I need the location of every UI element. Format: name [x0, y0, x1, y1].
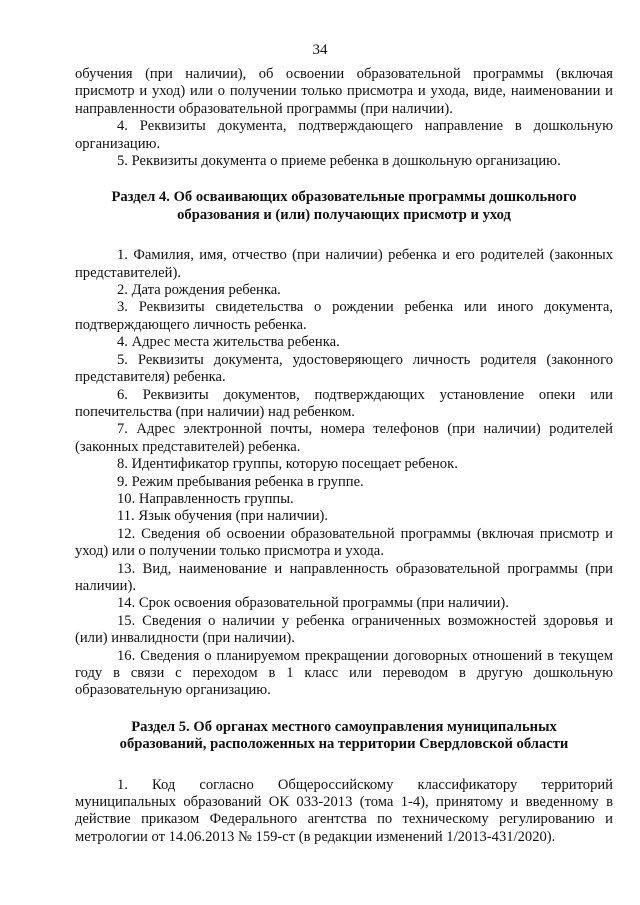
section-4-item: 2. Дата рождения ребенка. — [117, 282, 281, 299]
section-5-heading-line2: образований, расположенных на территории Свердловской области — [119, 736, 569, 753]
section-4-item: 10. Направленность группы. — [117, 490, 294, 507]
section-4-item: 7. Адрес электронной почты, номера телефонов (при наличии) родителей (законных представителей) ребенка. — [75, 421, 613, 455]
section-4-item: 12. Сведения об освоении образовательной программы (включая присмотр и уход) или о получении только присмотра и ухода. — [75, 525, 613, 560]
section-4-item: 5. Реквизиты документа, удостоверяющего личность родителя (законного представителя) ребенка. — [75, 351, 613, 386]
section-4-item: 6. Реквизиты документов, подтверждающих установление опеки или попечительства (при наличии) над ребенком. — [75, 386, 613, 420]
document-body — [75, 66, 613, 846]
section-5-heading — [75, 719, 613, 754]
section-4-item: 15. Сведения о наличии у ребенка ограниченных возможностей здоровья и (или) инвалидности (при наличии). — [75, 612, 613, 647]
section-4-item: 4. Адрес места жительства ребенка. — [117, 334, 340, 351]
intro-continuation: обучения (при наличии), об освоении образовательной программы (включая присмотр и уход) или о получении только присмотра и ухода, виде, наименовании и направленности образовательной программы (при наличии). — [75, 66, 613, 117]
section-4-heading-line1: Раздел 4. Об осваивающих образовательные программы дошкольного — [111, 189, 577, 206]
section-5-item: 1. Код согласно Общероссийскому классификатору территорий муниципальных образований ОК 033-2013 (тома 1-4), принятому и введенному в действие приказом Федерального агентства по техническому регулированию и метрологии от 14.06.2013 № 159-ст (в редакции изменений 1/2013-431/2020). — [75, 776, 613, 845]
section-4-item: 1. Фамилия, имя, отчество (при наличии) ребенка и его родителей (законных представителей). — [75, 247, 613, 281]
intro-item: 4. Реквизиты документа, подтверждающего направление в дошкольную организацию. — [75, 118, 613, 152]
section-4-item: 3. Реквизиты свидетельства о рождении ребенка или иного документа, подтверждающего личность ребенка. — [75, 299, 613, 333]
section-4-item: 16. Сведения о планируемом прекращении договорных отношений в текущем году в связи с переходом в 1 класс или переводом в другую дошкольную образовательную организацию. — [75, 647, 613, 699]
section-5-heading-line1: Раздел 5. Об органах местного самоуправления муниципальных — [131, 718, 557, 735]
section-4-item: 13. Вид, наименование и направленность образовательной программы (при наличии). — [75, 560, 613, 594]
section-4-item: 8. Идентификатор группы, которую посещает ребенок. — [117, 456, 458, 473]
section-4-item: 9. Режим пребывания ребенка в группе. — [117, 473, 364, 490]
section-4-heading-line2: образования и (или) получающих присмотр и уход — [177, 206, 511, 223]
section-4-item: 14. Срок освоения образовательной программы (при наличии). — [117, 595, 509, 612]
page-number: 34 — [312, 42, 328, 58]
intro-item: 5. Реквизиты документа о приеме ребенка в дошкольную организацию. — [117, 153, 561, 170]
section-4-item: 11. Язык обучения (при наличии). — [117, 508, 329, 525]
section-4-heading — [75, 189, 613, 224]
